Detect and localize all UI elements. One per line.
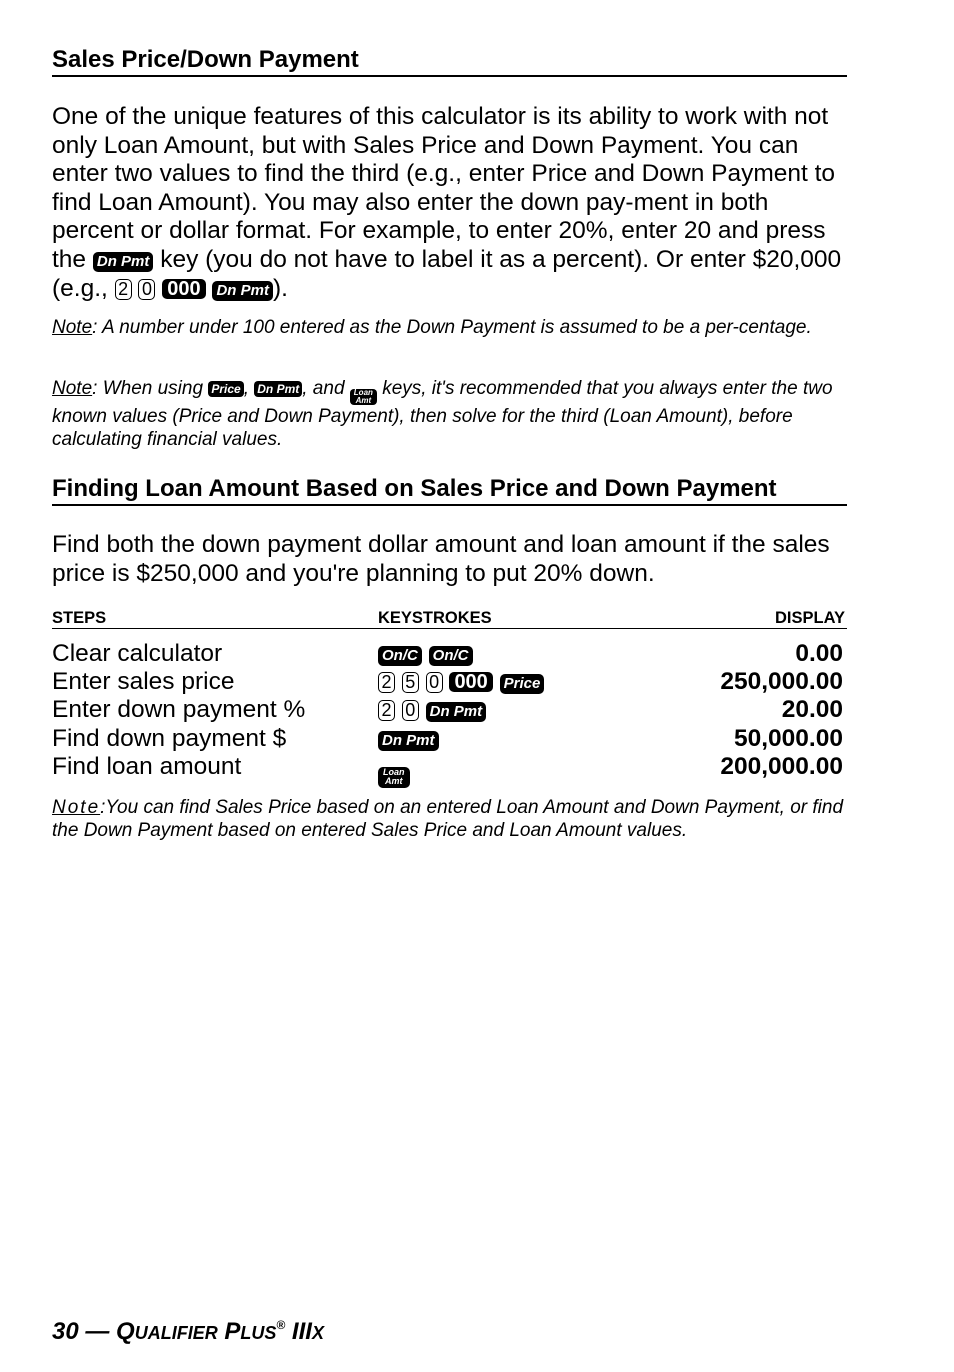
keystrokes	[378, 640, 473, 668]
page-number: 30 —	[52, 1318, 110, 1345]
digit-2-key-icon: 2	[378, 672, 395, 693]
loan-amt-key-icon: Loan Amt	[378, 767, 410, 788]
note-label: Note	[52, 317, 93, 338]
thousand-key-icon: 000	[162, 279, 205, 299]
dn-pmt-key-icon: Dn Pmt	[254, 381, 302, 397]
price-key-icon: Price	[208, 381, 243, 397]
dn-pmt-key-icon: Dn Pmt	[426, 702, 487, 722]
dn-pmt-key-icon: Dn Pmt	[378, 731, 439, 751]
price-key-icon: Price	[500, 674, 545, 694]
digit-2-key-icon: 2	[378, 700, 395, 721]
keystrokes	[378, 696, 486, 724]
loan-amt-key-icon: Loan Amt	[350, 389, 377, 405]
digit-0-key-icon: 0	[426, 672, 443, 693]
section-heading-finding-loan: Finding Loan Amount Based on Sales Price and Down Payment	[52, 475, 847, 506]
display-value: 50,000.00	[734, 725, 843, 752]
note-percent: Note: A number under 100 entered as the Down Payment is assumed to be a per-centage.	[52, 317, 812, 338]
table-header	[52, 608, 847, 629]
dn-pmt-key-icon: Dn Pmt	[212, 281, 273, 301]
product-name: QUALIFIER PLUS® IIIX	[116, 1318, 324, 1345]
table-row	[52, 725, 847, 753]
digit-5-key-icon: 5	[402, 672, 419, 693]
keystrokes-header: KEYSTROKES	[378, 609, 492, 627]
table-row	[52, 753, 847, 786]
note-sales-price: Note:You can find Sales Price based on an entered Loan Amount and Down Payment, or find the Down Payment based on entered Sales Price and Loan Amount values.	[52, 797, 844, 841]
on-c-key-icon: On/C	[378, 646, 422, 666]
note-label: Note	[52, 378, 93, 399]
table-row	[52, 696, 847, 724]
step-text: Enter down payment %	[52, 696, 306, 723]
table-row	[52, 640, 847, 668]
step-text: Clear calculator	[52, 640, 223, 667]
on-c-key-icon: On/C	[429, 646, 473, 666]
keystrokes	[378, 753, 410, 788]
display-header: DISPLAY	[775, 609, 845, 627]
digit-2-key-icon: 2	[115, 279, 132, 300]
thousand-key-icon: 000	[449, 672, 492, 692]
section-heading-sales-price: Sales Price/Down Payment	[52, 46, 847, 77]
digit-0-key-icon: 0	[402, 700, 419, 721]
display-value: 250,000.00	[720, 668, 843, 695]
display-value: 200,000.00	[720, 753, 843, 780]
step-text: Enter sales price	[52, 668, 235, 695]
step-text: Find down payment $	[52, 725, 287, 752]
table-row	[52, 668, 847, 696]
dn-pmt-key-icon: Dn Pmt	[93, 252, 154, 272]
keystrokes	[378, 725, 439, 753]
steps-header: STEPS	[52, 609, 107, 627]
note-label: Note	[52, 797, 101, 818]
display-value: 20.00	[781, 696, 843, 723]
digit-0-key-icon: 0	[138, 279, 155, 300]
intro-paragraph: One of the unique features of this calculator is its ability to work with not only Loan Amount, but with Sales Price and Down Payment. You can enter two values to find the third (e.g., enter Price and Down Payment to find Loan Amount). You may also enter the down pay-ment in both percent or dollar format. For example, to enter 20%, enter 20 and press the Dn Pmt key (you do not have to label it as a percent). Or enter $20,000 (e.g., 2 0 000 Dn Pmt ).	[52, 103, 842, 302]
page-footer	[52, 1310, 324, 1348]
display-value: 0.00	[795, 640, 843, 667]
keystrokes	[378, 668, 544, 696]
example-paragraph: Find both the down payment dollar amount and loan amount if the sales price is $250,000 and you're planning to put 20% down.	[52, 531, 830, 587]
step-text: Find loan amount	[52, 753, 242, 780]
note-keys: Note: When using Price , Dn Pmt , and Loan Amt keys, it's recommended that you always enter the two known values (Price and Down Payment), then solve for the third (Loan Amount), before calculating financial values.	[52, 378, 833, 450]
